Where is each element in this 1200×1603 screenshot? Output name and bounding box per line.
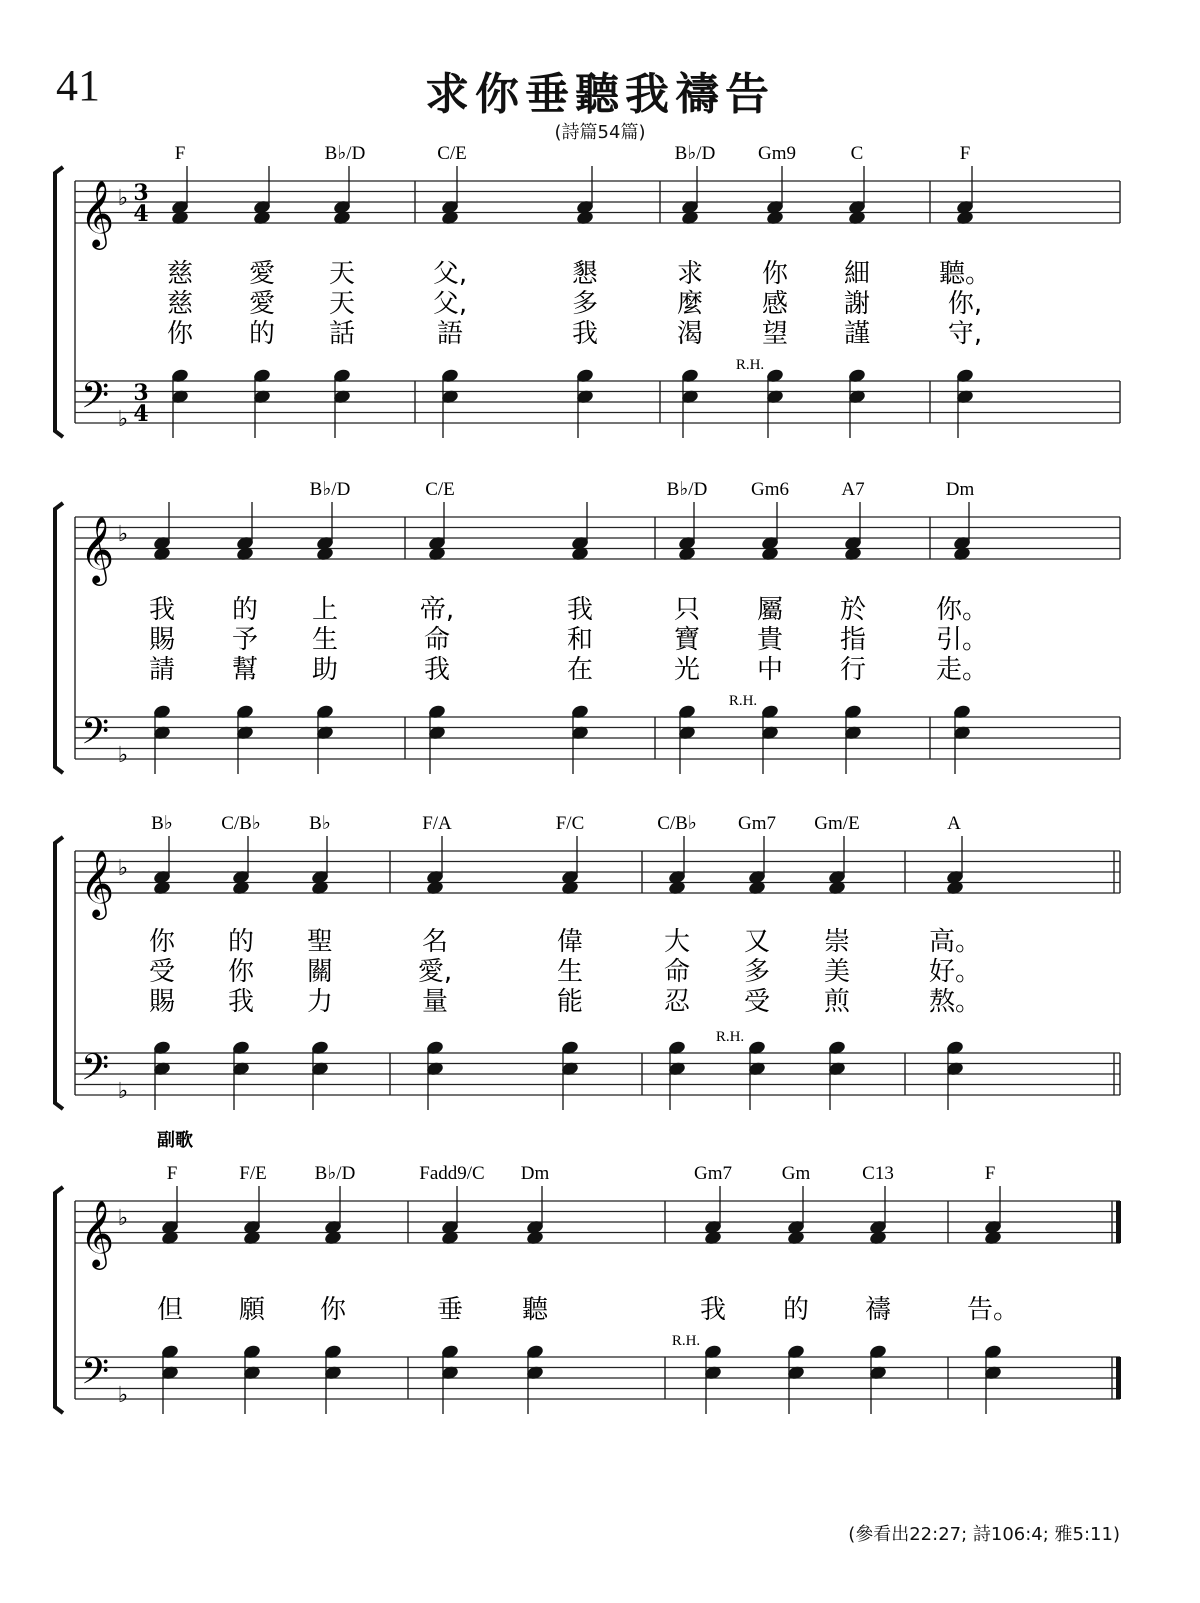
hymn-title: 求你垂聽我禱告 [425, 69, 775, 120]
system-bracket [55, 167, 63, 437]
chord-symbol: Gm9 [758, 143, 796, 164]
chord-symbol: C/B♭ [657, 813, 697, 834]
lyric-syllable: 力 [306, 987, 334, 1017]
key-flat-icon: ♭ [117, 1383, 129, 1409]
chord-symbol: C13 [862, 1163, 894, 1184]
chord-symbol: F/A [422, 813, 452, 834]
chord-symbol: A7 [841, 479, 865, 500]
lyric-syllable: 賜 [148, 987, 176, 1017]
lyric-syllable: 高。 [928, 927, 982, 957]
lyric-syllable: 指 [839, 625, 867, 655]
chord-symbol: Dm [945, 479, 975, 500]
lyric-syllable: 引。 [935, 625, 989, 655]
chord-symbol: B♭/D [309, 479, 351, 500]
lyric-syllable: 中 [756, 655, 784, 685]
chord-symbol: B♭/D [314, 1163, 356, 1184]
lyric-syllable: 和 [566, 625, 594, 655]
chord-symbol: Dm [520, 1163, 550, 1184]
chord-symbol: Gm7 [738, 813, 776, 834]
chord-symbol: Fadd9/C [419, 1163, 485, 1184]
lyric-syllable: 光 [673, 655, 701, 685]
lyric-syllable: 垂 [436, 1295, 464, 1325]
lyric-syllable: 煎 [823, 987, 851, 1017]
treble-staff [75, 1201, 1120, 1243]
key-flat-icon: ♭ [117, 1206, 129, 1232]
treble-clef-icon: 𝄞 [79, 1199, 115, 1267]
lyric-syllable: 美 [823, 957, 851, 987]
lyric-syllable: 你 [148, 927, 176, 957]
chord-symbol: Gm/E [814, 813, 860, 834]
final-barline-thick [1116, 1357, 1121, 1399]
key-flat-icon: ♭ [117, 407, 129, 433]
lyric-syllable: 你 [227, 957, 255, 987]
lyric-syllable: 語 [436, 319, 464, 349]
treble-clef-icon: 𝄞 [79, 515, 115, 583]
chord-symbol: F [959, 143, 971, 164]
lyric-syllable: 你。 [935, 595, 989, 625]
lyric-syllable: 請 [148, 655, 176, 685]
chord-symbol: A [947, 813, 961, 834]
lyric-syllable: 你 [166, 319, 194, 349]
time-signature-top: 3 [133, 180, 149, 206]
lyric-syllable: 命 [423, 625, 451, 655]
lyric-syllable: 我 [148, 595, 176, 625]
lyric-syllable: 崇 [823, 927, 851, 957]
lyric-syllable: 在 [566, 655, 594, 685]
chord-symbol: F [984, 1163, 996, 1184]
chord-symbol: F [166, 1163, 178, 1184]
system-bracket [55, 837, 63, 1109]
lyric-syllable: 守, [947, 319, 983, 349]
lyric-syllable: 名 [421, 927, 449, 957]
lyric-syllable: 忍 [663, 987, 691, 1017]
lyric-syllable: 多 [743, 957, 771, 987]
lyric-syllable: 你 [761, 259, 789, 289]
lyric-syllable: 天 [328, 289, 356, 319]
system-bracket [55, 503, 63, 773]
right-hand-marking: R.H. [735, 357, 765, 373]
lyric-syllable: 屬 [756, 595, 784, 625]
bass-staff [75, 1053, 1120, 1095]
chord-symbol: F/E [239, 1163, 267, 1184]
time-signature-top: 3 [133, 380, 149, 406]
lyric-syllable: 於 [839, 595, 867, 625]
bass-clef-icon: 𝄢 [80, 710, 110, 762]
lyric-syllable: 多 [571, 289, 599, 319]
lyric-syllable: 行 [839, 655, 867, 685]
lyric-syllable: 幫 [231, 655, 259, 685]
lyric-syllable: 聽。 [938, 259, 992, 289]
chord-symbol: B♭/D [674, 143, 716, 164]
lyric-syllable: 求 [676, 259, 704, 289]
key-flat-icon: ♭ [117, 522, 129, 548]
lyric-syllable: 麼 [676, 289, 704, 319]
bass-clef-icon: 𝄢 [80, 1350, 110, 1402]
lyric-syllable: 的 [231, 595, 259, 625]
bass-clef-icon: 𝄢 [80, 374, 110, 426]
chord-symbol: F/C [555, 813, 585, 834]
final-barline-thick [1116, 1201, 1121, 1243]
lyric-syllable: 生 [311, 625, 339, 655]
lyric-syllable: 賜 [148, 625, 176, 655]
lyric-syllable: 只 [673, 595, 701, 625]
hymn-subtitle: (詩篇54篇) [554, 122, 646, 143]
right-hand-marking: R.H. [715, 1029, 745, 1045]
lyric-syllable: 好。 [928, 957, 982, 987]
lyric-syllable: 望 [761, 319, 789, 349]
lyric-syllable: 量 [421, 987, 449, 1017]
lyric-syllable: 寶 [673, 625, 701, 655]
lyric-syllable: 受 [148, 957, 176, 987]
lyric-syllable: 聽 [521, 1295, 549, 1325]
lyric-syllable: 父, [432, 289, 468, 319]
lyric-syllable: 的 [782, 1295, 810, 1325]
lyric-syllable: 關 [306, 957, 334, 987]
lyric-syllable: 能 [556, 987, 584, 1017]
lyric-syllable: 你 [319, 1295, 347, 1325]
lyric-syllable: 熬。 [928, 987, 982, 1017]
lyric-syllable: 貴 [756, 625, 784, 655]
lyric-syllable: 我 [227, 987, 255, 1017]
system-bracket [55, 1187, 63, 1413]
scripture-reference: (參看出22:27; 詩106:4; 雅5:11) [848, 1524, 1120, 1545]
lyric-syllable: 愛 [248, 259, 276, 289]
chord-symbol: Gm6 [751, 479, 789, 500]
key-flat-icon: ♭ [117, 186, 129, 212]
lyric-syllable: 父, [432, 259, 468, 289]
time-signature-bottom: 4 [133, 201, 149, 227]
lyric-syllable: 命 [663, 957, 691, 987]
lyric-syllable: 話 [328, 319, 356, 349]
bass-staff [75, 1357, 1120, 1399]
right-hand-marking: R.H. [728, 693, 758, 709]
chord-symbol: C/B♭ [221, 813, 261, 834]
lyric-syllable: 願 [238, 1295, 266, 1325]
lyric-syllable: 帝, [419, 595, 455, 625]
treble-clef-icon: 𝄞 [79, 179, 115, 247]
key-flat-icon: ♭ [117, 1079, 129, 1105]
lyric-syllable: 愛 [248, 289, 276, 319]
chord-symbol: B♭/D [666, 479, 708, 500]
lyric-syllable: 偉 [556, 927, 584, 957]
lyric-syllable: 的 [248, 319, 276, 349]
lyric-syllable: 上 [311, 595, 339, 625]
lyric-syllable: 你, [947, 289, 983, 319]
chord-symbol: Gm7 [694, 1163, 732, 1184]
lyric-syllable: 受 [743, 987, 771, 1017]
key-flat-icon: ♭ [117, 743, 129, 769]
lyric-syllable: 渴 [676, 319, 704, 349]
lyric-syllable: 禱 [864, 1295, 892, 1325]
lyric-syllable: 愛, [417, 957, 453, 987]
lyric-syllable: 感 [761, 289, 789, 319]
chord-symbol: B♭ [309, 813, 331, 834]
lyric-syllable: 大 [663, 927, 691, 957]
lyric-syllable: 生 [556, 957, 584, 987]
lyric-syllable: 懇 [571, 259, 599, 289]
hymn-number: 41 [56, 61, 100, 110]
lyric-syllable: 謹 [843, 319, 871, 349]
chord-symbol: C/E [425, 479, 455, 500]
lyric-syllable: 我 [571, 319, 599, 349]
right-hand-marking: R.H. [671, 1333, 701, 1349]
lyric-syllable: 聖 [306, 927, 334, 957]
treble-staff [75, 851, 1120, 893]
chord-symbol: F [174, 143, 186, 164]
lyric-syllable: 我 [566, 595, 594, 625]
lyric-syllable: 我 [423, 655, 451, 685]
lyric-syllable: 但 [156, 1295, 184, 1325]
lyric-syllable: 我 [699, 1295, 727, 1325]
lyric-syllable: 助 [311, 655, 339, 685]
bass-clef-icon: 𝄢 [80, 1046, 110, 1098]
chord-symbol: C/E [437, 143, 467, 164]
lyric-syllable: 予 [231, 625, 259, 655]
lyric-syllable: 天 [328, 259, 356, 289]
lyric-syllable: 慈 [166, 289, 194, 319]
lyric-syllable: 告。 [966, 1295, 1020, 1325]
chord-symbol: Gm [781, 1163, 811, 1184]
lyric-syllable: 慈 [166, 259, 194, 289]
lyric-syllable: 的 [227, 927, 255, 957]
lyric-syllable: 走。 [935, 655, 989, 685]
chord-symbol: C [850, 143, 864, 164]
time-signature-bottom: 4 [133, 401, 149, 427]
treble-clef-icon: 𝄞 [79, 849, 115, 917]
key-flat-icon: ♭ [117, 856, 129, 882]
lyric-syllable: 細 [843, 259, 871, 289]
refrain-label: 副歌 [157, 1130, 193, 1151]
lyric-syllable: 謝 [843, 289, 871, 319]
chord-symbol: B♭/D [324, 143, 366, 164]
lyric-syllable: 又 [743, 927, 771, 957]
chord-symbol: B♭ [151, 813, 173, 834]
